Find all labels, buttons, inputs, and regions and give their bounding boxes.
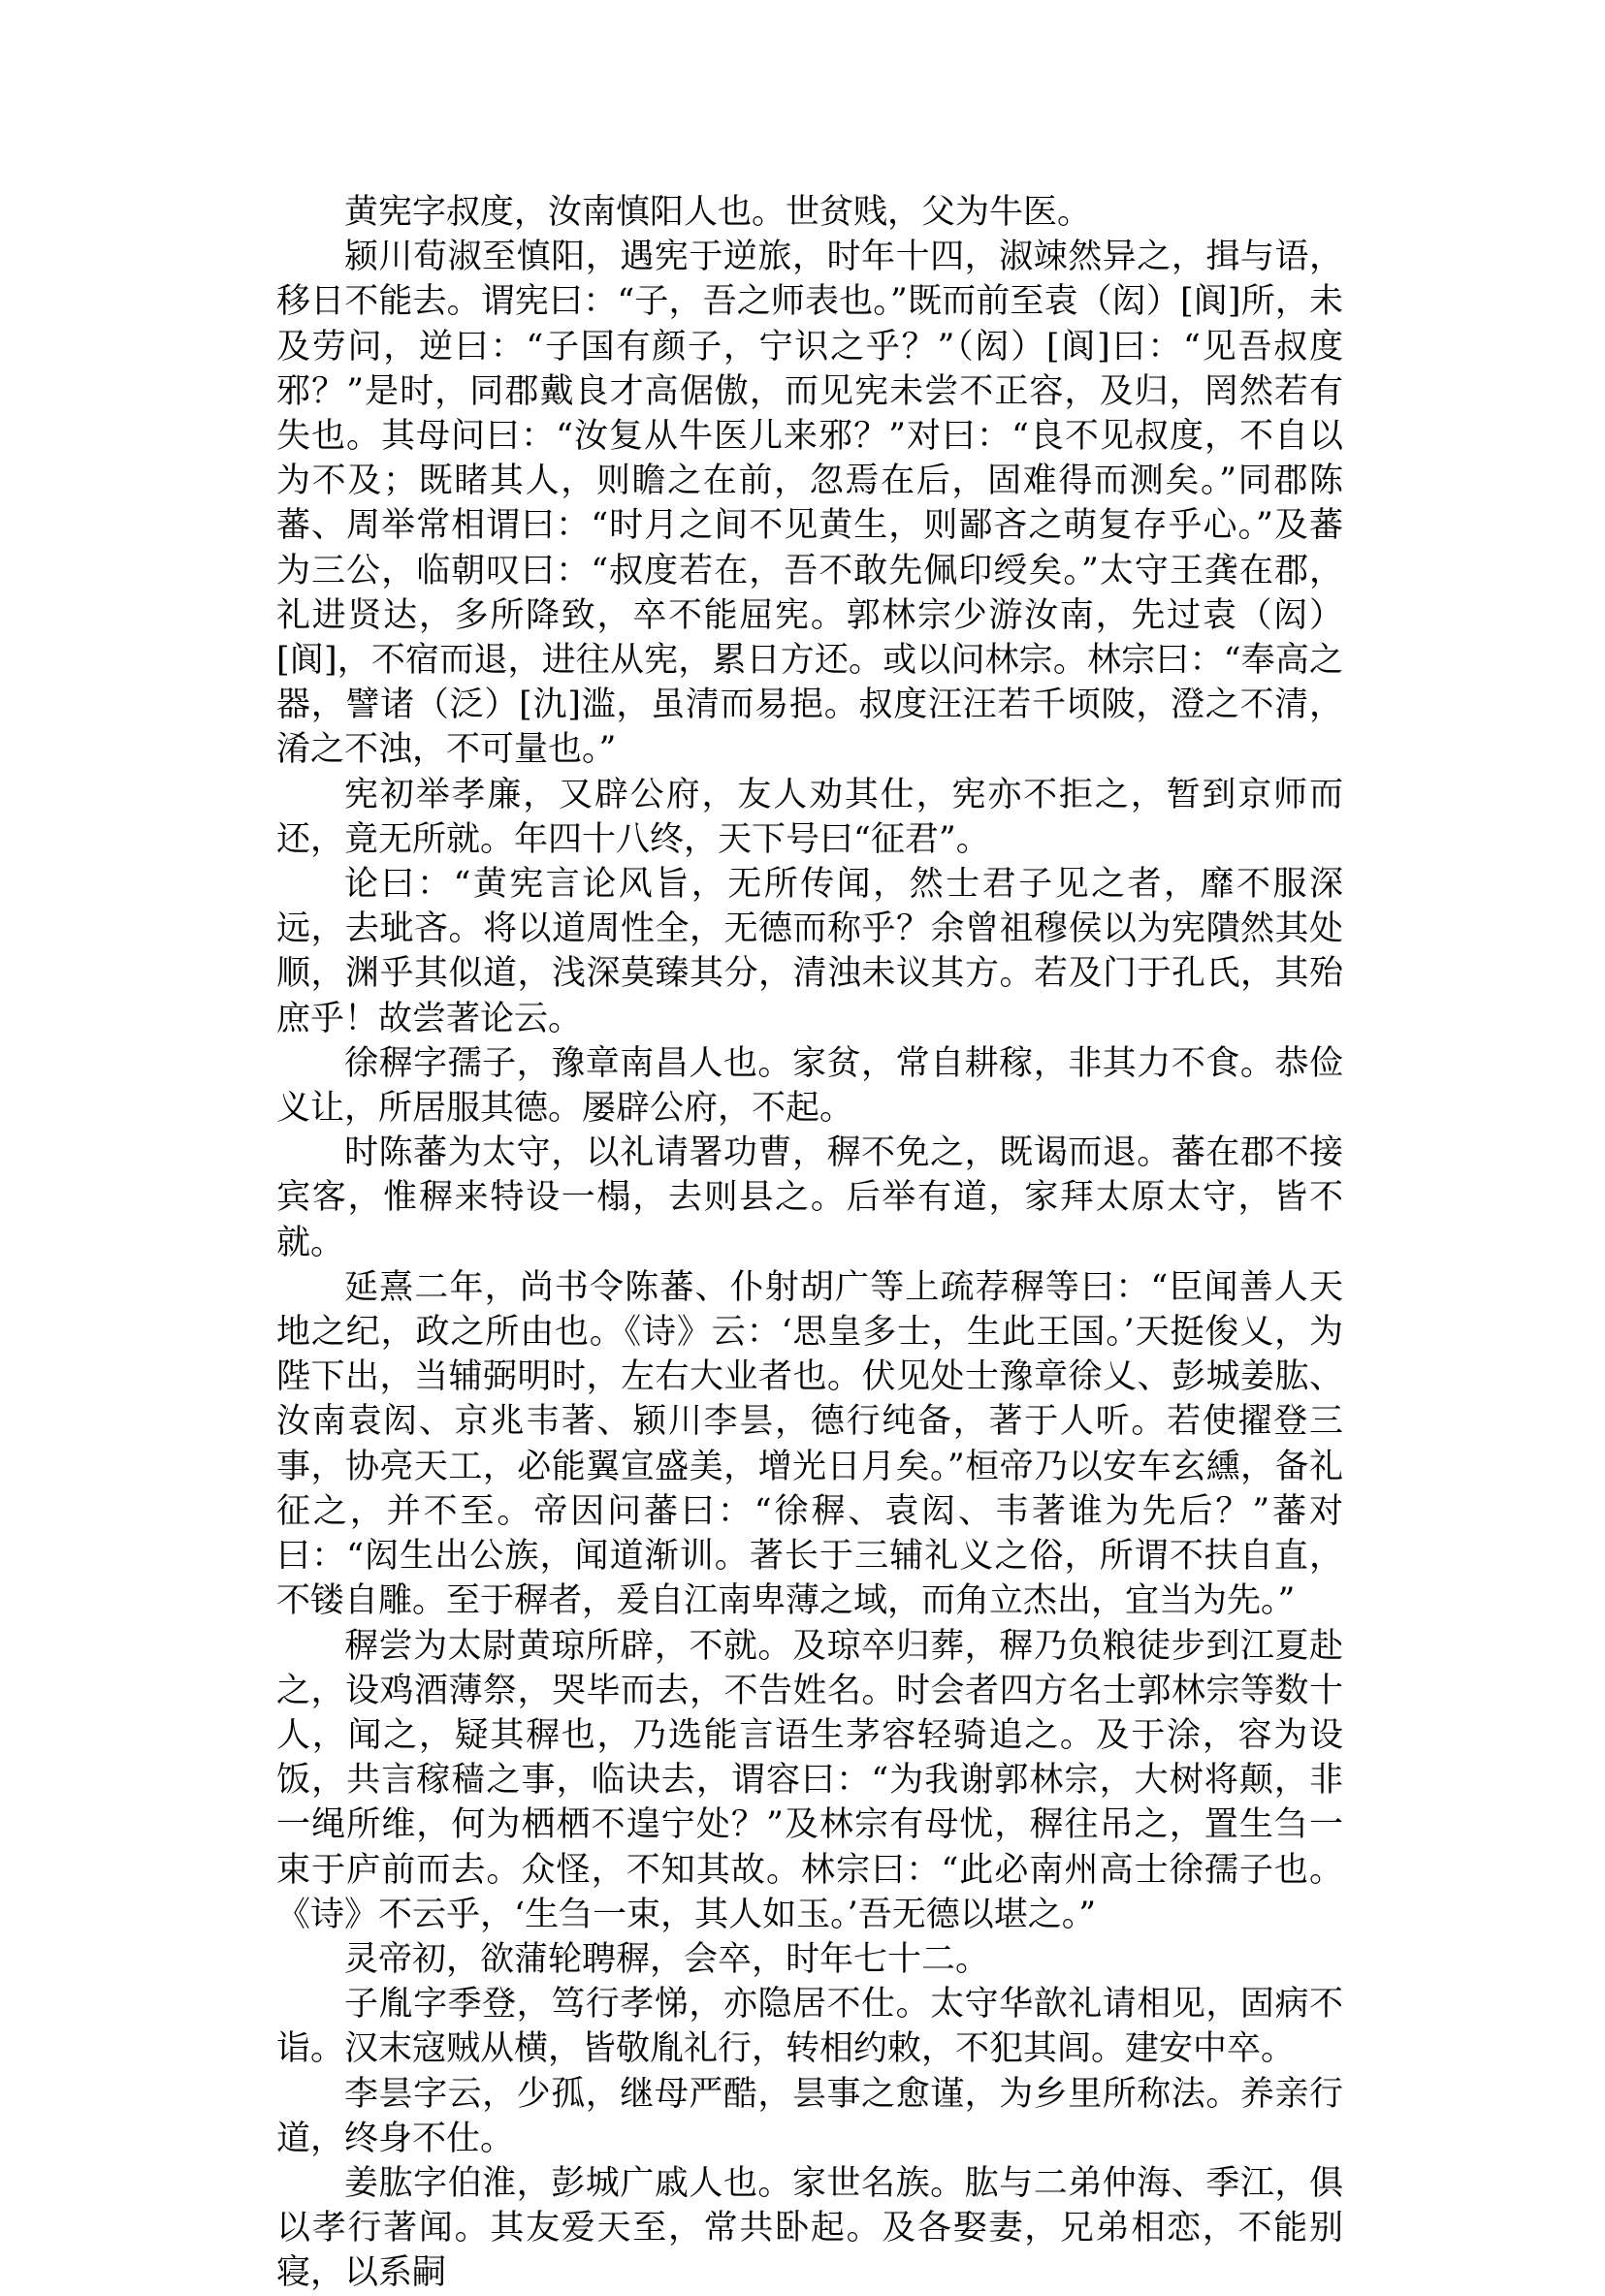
paragraph: 论曰：“黄宪言论风旨，无所传闻，然士君子见之者，靡不服深远，去玼吝。将以道周性全，无德而称乎？余曾祖穆侯以为宪隤然其处顺，渊乎其似道，浅深莫臻其分，清浊未议其方。若及门于孔氏，其殆庶乎！故尝著论云。	[276, 865, 1343, 1038]
paragraph: 延熹二年，尚书令陈蕃、仆射胡广等上疏荐稺等曰：“臣闻善人天地之纪，政之所由也。《诗》云：‘思皇多士，生此王国。’天挺俊乂，为陛下出，当辅弼明时，左右大业者也。伏见处士豫章徐乂、彭城姜肱、汝南袁闳、京兆韦著、颍川李昙，德行纯备，著于人听。若使擢登三事，协亮天工，必能翼宣盛美，增光日月矣。”桓帝乃以安车玄纁，备礼征之，并不至。帝因问蕃曰：“徐稺、袁闳、韦著谁为先后？”蕃对曰：“闳生出公族，闻道渐训。著长于三辅礼义之俗，所谓不扶自直，不镂自雕。至于稺者，爰自江南卑薄之域，而角立杰出，宜当为先。”	[276, 1267, 1343, 1621]
document-body	[276, 190, 1343, 2296]
paragraph: 姜肱字伯淮，彭城广戚人也。家世名族。肱与二弟仲海、季江，俱以孝行著闻。其友爱天至，常共卧起。及各娶妻，兄弟相恋，不能别寝，以系嗣	[276, 2163, 1343, 2293]
paragraph: 灵帝初，欲蒲轮聘稺，会卒，时年七十二。	[344, 1939, 990, 1979]
paragraph: 稺尝为太尉黄琼所辟，不就。及琼卒归葬，稺乃负粮徒步到江夏赴之，设鸡酒薄祭，哭毕而去，不告姓名。时会者四方名士郭林宗等数十人，闻之，疑其稺也，乃选能言语生茅容轻骑追之。及于涂，容为设饭，共言稼穑之事，临诀去，谓容曰：“为我谢郭林宗，大树将颠，非一绳所维，何为栖栖不遑宁处？”及林宗有母忧，稺往吊之，置生刍一束于庐前而去。众怪，不知其故。林宗曰：“此必南州高士徐孺子也。《诗》不云乎，‘生刍一束，其人如玉。’吾无德以堪之。”	[276, 1626, 1343, 1934]
paragraph: 李昙字云，少孤，继母严酷，昙事之愈谨，为乡里所称法。养亲行道，终身不仕。	[276, 2074, 1343, 2158]
paragraph: 徐稺字孺子，豫章南昌人也。家贫，常自耕稼，非其力不食。恭俭义让，所居服其德。屡辟公府，不起。	[276, 1043, 1343, 1129]
paragraph: 颍川荀淑至慎阳，遇宪于逆旅，时年十四，淑竦然异之，揖与语，移日不能去。谓宪曰：“子，吾之师表也。”既而前至袁（闳）[阆]所，未及劳问，逆曰：“子国有颜子，宁识之乎？”（闳）[阆]曰：“见吾叔度邪？”是时，同郡戴良才高倨傲，而见宪未尝不正容，及归，罔然若有失也。其母问曰：“汝复从牛医儿来邪？”对曰：“良不见叔度，不自以为不及；既睹其人，则瞻之在前，忽焉在后，固难得而测矣。”同郡陈蕃、周举常相谓曰：“时月之间不见黄生，则鄙吝之萌复存乎心。”及蕃为三公，临朝叹曰：“叔度若在，吾不敢先佩印绶矣。”太守王龚在郡，礼进贤达，多所降致，卒不能屈宪。郭林宗少游汝南，先过袁（闳）[阆]，不宿而退，进往从宪，累日方还。或以问林宗。林宗曰：“奉高之器，譬诸（泛）[氿]滥，虽清而易挹。叔度汪汪若千顷陂，澄之不清，淆之不浊，不可量也。”	[276, 238, 1343, 770]
paragraph: 时陈蕃为太守，以礼请署功曹，稺不免之，既谒而退。蕃在郡不接宾客，惟稺来特设一榻，去则县之。后举有道，家拜太原太守，皆不就。	[276, 1133, 1343, 1262]
paragraph: 宪初举孝廉，又辟公府，友人劝其仕，宪亦不拒之，暂到京师而还，竟无所就。年四十八终，天下号曰“征君”。	[276, 775, 1343, 859]
paragraph: 子胤字季登，笃行孝悌，亦隐居不仕。太守华歆礼请相见，固病不诣。汉末寇贼从横，皆敬胤礼行，转相约敕，不犯其闾。建安中卒。	[276, 1985, 1343, 2069]
paragraph: 黄宪字叔度，汝南慎阳人也。世贫贱，父为牛医。	[344, 193, 1092, 232]
